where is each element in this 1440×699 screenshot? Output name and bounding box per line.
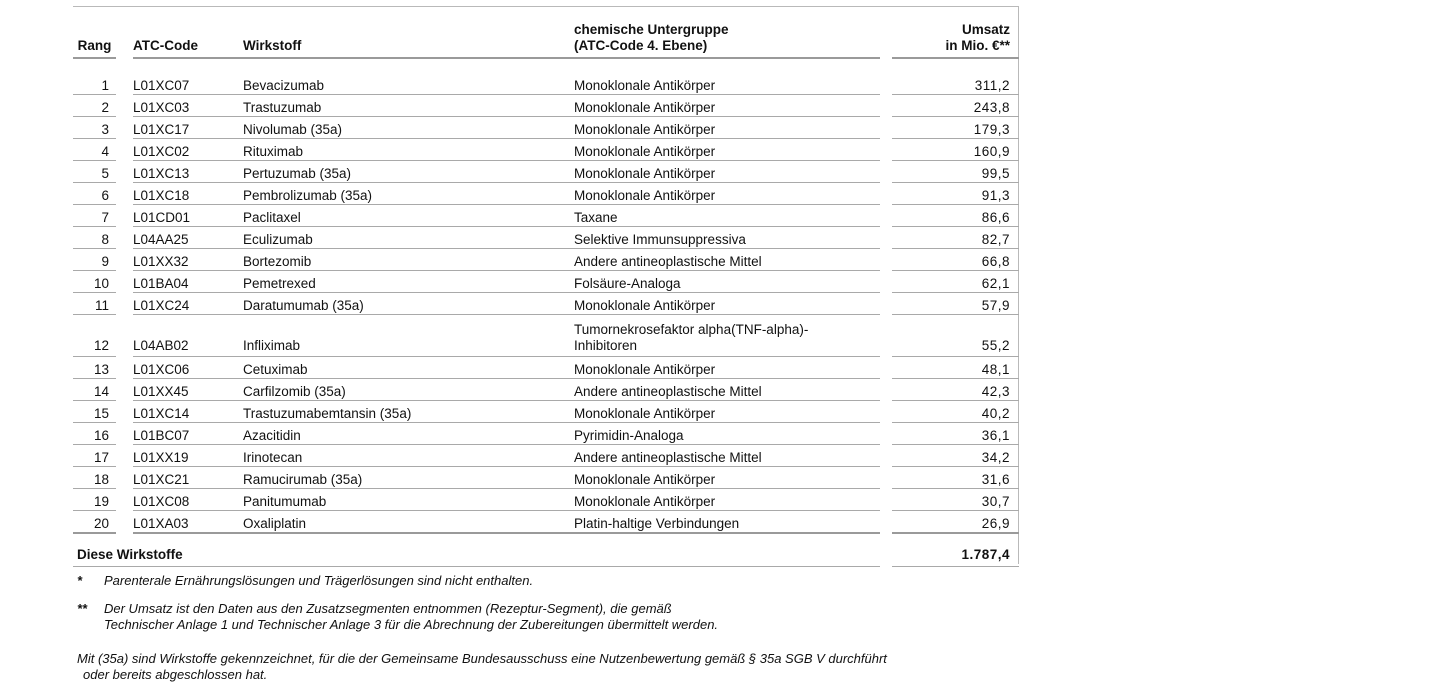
cell-umsatz: 42,3 xyxy=(892,379,1019,401)
cell-umsatz: 34,2 xyxy=(892,445,1019,467)
cell-rang: 17 xyxy=(73,445,116,467)
cell-gruppe-line1: Tumornekrosefaktor alpha(TNF-alpha)- xyxy=(574,322,809,337)
cell-rang: 19 xyxy=(73,489,116,511)
cell-rang: 10 xyxy=(73,271,116,293)
cell-wirkstoff: Cetuximab xyxy=(243,357,574,379)
table-row xyxy=(73,379,1019,401)
cell-umsatz: 91,3 xyxy=(892,183,1019,205)
cell-atc-code: L01BA04 xyxy=(133,271,243,293)
cell-rang: 14 xyxy=(73,379,116,401)
cell-atc-code: L01XX32 xyxy=(133,249,243,271)
table-row xyxy=(73,357,1019,379)
cell-wirkstoff: Carfilzomib (35a) xyxy=(243,379,574,401)
table-row xyxy=(73,293,1019,315)
cell-chemische-untergruppe: Monoklonale Antikörper xyxy=(574,73,880,95)
cell-atc-code: L01XX45 xyxy=(133,379,243,401)
footnote-2-mark: ** xyxy=(77,601,88,616)
footnote-35a xyxy=(77,651,887,683)
cell-chemische-untergruppe: Monoklonale Antikörper xyxy=(574,489,880,511)
cell-chemische-untergruppe: Monoklonale Antikörper xyxy=(574,95,880,117)
cell-chemische-untergruppe: Monoklonale Antikörper xyxy=(574,401,880,423)
table-row xyxy=(73,401,1019,423)
cell-atc-code: L01XA03 xyxy=(133,511,243,534)
cell-wirkstoff: Bortezomib xyxy=(243,249,574,271)
footnote-2 xyxy=(77,601,718,633)
header-umsatz-line2: in Mio. €** xyxy=(945,38,1010,53)
table-row xyxy=(73,117,1019,139)
footnote-35a-line2: oder bereits abgeschlossen hat. xyxy=(83,667,268,682)
header-umsatz xyxy=(892,16,1019,58)
cell-wirkstoff: Pembrolizumab (35a) xyxy=(243,183,574,205)
header-atc-code: ATC-Code xyxy=(133,16,243,58)
cell-umsatz: 311,2 xyxy=(892,73,1019,95)
table-row xyxy=(73,249,1019,271)
table-row xyxy=(73,271,1019,293)
cell-wirkstoff: Paclitaxel xyxy=(243,205,574,227)
cell-wirkstoff: Infliximab xyxy=(243,315,574,357)
cell-umsatz: 57,9 xyxy=(892,293,1019,315)
cell-rang: 18 xyxy=(73,467,116,489)
cell-chemische-untergruppe: Andere antineoplastische Mittel xyxy=(574,249,880,271)
table-row xyxy=(73,445,1019,467)
cell-rang: 20 xyxy=(73,511,116,534)
total-label: Diese Wirkstoffe xyxy=(73,533,880,567)
header-gruppe-line2: (ATC-Code 4. Ebene) xyxy=(574,38,708,53)
table-row xyxy=(73,183,1019,205)
cell-wirkstoff: Daratumumab (35a) xyxy=(243,293,574,315)
cell-chemische-untergruppe: Monoklonale Antikörper xyxy=(574,161,880,183)
table-row xyxy=(73,489,1019,511)
cell-chemische-untergruppe: Monoklonale Antikörper xyxy=(574,139,880,161)
cell-gruppe-line2: Inhibitoren xyxy=(574,338,638,353)
cell-atc-code: L01XC14 xyxy=(133,401,243,423)
cell-rang: 6 xyxy=(73,183,116,205)
footnote-2-line2: Technischer Anlage 1 und Technischer Anlage 3 für die Abrechnung der Zubereitungen übermittelt werden. xyxy=(104,617,719,632)
cell-rang: 1 xyxy=(73,73,116,95)
cell-atc-code: L01XC02 xyxy=(133,139,243,161)
cell-rang: 11 xyxy=(73,293,116,315)
cell-umsatz: 66,8 xyxy=(892,249,1019,271)
cell-atc-code: L01XC07 xyxy=(133,73,243,95)
table-row xyxy=(73,73,1019,95)
total-row xyxy=(73,533,1019,567)
table-row xyxy=(73,227,1019,249)
cell-umsatz: 31,6 xyxy=(892,467,1019,489)
table-row xyxy=(73,95,1019,117)
header-umsatz-line1: Umsatz xyxy=(961,22,1010,37)
cell-umsatz: 86,6 xyxy=(892,205,1019,227)
cell-chemische-untergruppe: Andere antineoplastische Mittel xyxy=(574,379,880,401)
cell-wirkstoff: Rituximab xyxy=(243,139,574,161)
cell-atc-code: L04AA25 xyxy=(133,227,243,249)
cell-wirkstoff: Nivolumab (35a) xyxy=(243,117,574,139)
cell-umsatz: 82,7 xyxy=(892,227,1019,249)
table-body xyxy=(73,58,1019,533)
cell-atc-code: L01XC06 xyxy=(133,357,243,379)
cell-atc-code: L01XC17 xyxy=(133,117,243,139)
cell-rang: 9 xyxy=(73,249,116,271)
cell-wirkstoff: Bevacizumab xyxy=(243,73,574,95)
total-value: 1.787,4 xyxy=(892,533,1019,567)
cell-atc-code: L01XC13 xyxy=(133,161,243,183)
cell-wirkstoff: Trastuzumabemtansin (35a) xyxy=(243,401,574,423)
cell-umsatz: 179,3 xyxy=(892,117,1019,139)
cell-wirkstoff: Panitumumab xyxy=(243,489,574,511)
table-header-row xyxy=(73,16,1019,58)
footnote-35a-line1: Mit (35a) sind Wirkstoffe gekennzeichnet, für die der Gemeinsame Bundesausschuss eine Nutzenbewertung gemäß § 35a SGB V durchführt xyxy=(77,651,887,666)
cell-umsatz: 26,9 xyxy=(892,511,1019,534)
cell-umsatz: 36,1 xyxy=(892,423,1019,445)
cell-chemische-untergruppe: Platin-haltige Verbindungen xyxy=(574,511,880,534)
table-row xyxy=(73,467,1019,489)
cell-atc-code: L04AB02 xyxy=(133,315,243,357)
cell-chemische-untergruppe: Monoklonale Antikörper xyxy=(574,117,880,139)
cell-wirkstoff: Eculizumab xyxy=(243,227,574,249)
header-wirkstoff: Wirkstoff xyxy=(243,16,574,58)
header-rang: Rang xyxy=(73,16,116,58)
cell-umsatz: 62,1 xyxy=(892,271,1019,293)
table-row xyxy=(73,139,1019,161)
cell-atc-code: L01XC18 xyxy=(133,183,243,205)
cell-chemische-untergruppe: Monoklonale Antikörper xyxy=(574,357,880,379)
cell-atc-code: L01XC03 xyxy=(133,95,243,117)
cell-atc-code: L01XX19 xyxy=(133,445,243,467)
cell-wirkstoff: Trastuzumab xyxy=(243,95,574,117)
cell-rang: 12 xyxy=(73,315,116,357)
cell-umsatz: 99,5 xyxy=(892,161,1019,183)
footnote-1-mark: * xyxy=(77,573,83,588)
cell-wirkstoff: Oxaliplatin xyxy=(243,511,574,534)
cell-umsatz: 243,8 xyxy=(892,95,1019,117)
cell-umsatz: 48,1 xyxy=(892,357,1019,379)
cell-chemische-untergruppe xyxy=(574,315,880,357)
footnote-2-line1: Der Umsatz ist den Daten aus den Zusatzsegmenten entnommen (Rezeptur-Segment), die gemäß xyxy=(104,601,672,616)
table-row xyxy=(73,423,1019,445)
footnote-1 xyxy=(77,573,533,589)
table-row xyxy=(73,161,1019,183)
table-row xyxy=(73,315,1019,357)
cell-umsatz: 30,7 xyxy=(892,489,1019,511)
cell-chemische-untergruppe: Folsäure-Analoga xyxy=(574,271,880,293)
cell-wirkstoff: Pertuzumab (35a) xyxy=(243,161,574,183)
cell-umsatz: 40,2 xyxy=(892,401,1019,423)
cell-chemische-untergruppe: Selektive Immunsuppressiva xyxy=(574,227,880,249)
cell-wirkstoff: Irinotecan xyxy=(243,445,574,467)
cell-rang: 3 xyxy=(73,117,116,139)
table-row xyxy=(73,205,1019,227)
cell-chemische-untergruppe: Pyrimidin-Analoga xyxy=(574,423,880,445)
cell-chemische-untergruppe: Monoklonale Antikörper xyxy=(574,467,880,489)
cell-atc-code: L01CD01 xyxy=(133,205,243,227)
cell-wirkstoff: Ramucirumab (35a) xyxy=(243,467,574,489)
wirkstoff-umsatz-table xyxy=(73,16,1019,567)
cell-wirkstoff: Azacitidin xyxy=(243,423,574,445)
cell-atc-code: L01XC08 xyxy=(133,489,243,511)
table-row xyxy=(73,511,1019,534)
cell-rang: 8 xyxy=(73,227,116,249)
cell-rang: 4 xyxy=(73,139,116,161)
cell-wirkstoff: Pemetrexed xyxy=(243,271,574,293)
header-gruppe-line1: chemische Untergruppe xyxy=(574,22,729,37)
cell-atc-code: L01XC24 xyxy=(133,293,243,315)
cell-chemische-untergruppe: Monoklonale Antikörper xyxy=(574,293,880,315)
header-chemische-untergruppe xyxy=(574,16,880,58)
cell-rang: 15 xyxy=(73,401,116,423)
cell-umsatz: 55,2 xyxy=(892,315,1019,357)
cell-rang: 7 xyxy=(73,205,116,227)
cell-rang: 5 xyxy=(73,161,116,183)
cell-chemische-untergruppe: Taxane xyxy=(574,205,880,227)
cell-rang: 2 xyxy=(73,95,116,117)
cell-atc-code: L01BC07 xyxy=(133,423,243,445)
cell-rang: 13 xyxy=(73,357,116,379)
cell-chemische-untergruppe: Monoklonale Antikörper xyxy=(574,183,880,205)
cell-chemische-untergruppe: Andere antineoplastische Mittel xyxy=(574,445,880,467)
footnote-1-text: Parenterale Ernährungslösungen und Trägerlösungen sind nicht enthalten. xyxy=(104,573,534,588)
cell-umsatz: 160,9 xyxy=(892,139,1019,161)
cell-rang: 16 xyxy=(73,423,116,445)
cell-atc-code: L01XC21 xyxy=(133,467,243,489)
